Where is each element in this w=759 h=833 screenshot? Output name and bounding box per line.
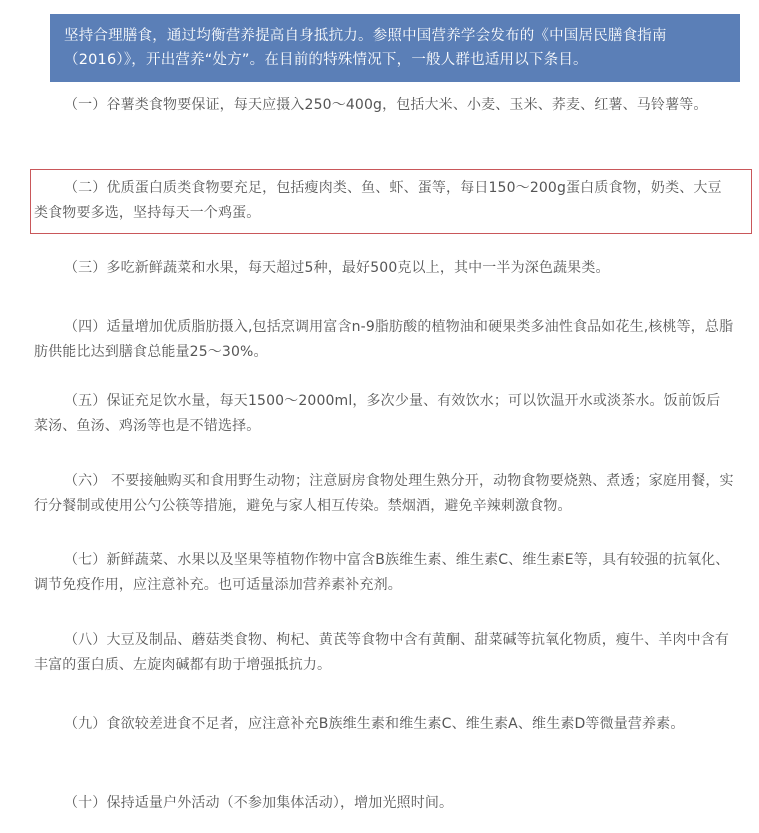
item-8 <box>34 628 734 678</box>
item-9 <box>34 712 734 737</box>
item-9-text: （九）食欲较差进食不足者，应注意补充B族维生素和维生素C、维生素A、维生素D等微量营养素。 <box>64 716 685 732</box>
item-1 <box>34 93 734 118</box>
item-6 <box>34 469 734 519</box>
item-4-text: （四）适量增加优质脂肪摄入,包括烹调用富含n-9脂肪酸的植物油和硬果类多油性食品如花生,核桃等，总脂肪供能比达到膳食总能量25～30%。 <box>34 319 734 360</box>
item-2 <box>34 176 734 226</box>
item-4 <box>34 315 734 365</box>
intro-banner <box>50 14 740 82</box>
item-1-text: （一）谷薯类食物要保证，每天应摄入250～400g，包括大米、小麦、玉米、荞麦、红薯、马铃薯等。 <box>64 97 708 113</box>
item-7 <box>34 548 734 598</box>
item-2-text: （二）优质蛋白质类食物要充足，包括瘦肉类、鱼、虾、蛋等，每日150～200g蛋白质食物，奶类、大豆类食物要多选，坚持每天一个鸡蛋。 <box>34 180 722 221</box>
item-8-text: （八）大豆及制品、蘑菇类食物、枸杞、黄芪等食物中含有黄酮、甜菜碱等抗氧化物质，瘦牛、羊肉中含有丰富的蛋白质、左旋肉碱都有助于增强抵抗力。 <box>34 632 730 673</box>
item-3 <box>34 256 734 281</box>
item-6-text: （六） 不要接触购买和食用野生动物；注意厨房食物处理生熟分开，动物食物要烧熟、煮透；家庭用餐，实行分餐制或使用公勺公筷等措施，避免与家人相互传染。禁烟酒，避免辛辣刺激食物。 <box>34 473 734 514</box>
item-7-text: （七）新鲜蔬菜、水果以及坚果等植物作物中富含B族维生素、维生素C、维生素E等，具有较强的抗氧化、调节免疫作用，应注意补充。也可适量添加营养素补充剂。 <box>34 552 730 593</box>
intro-text: 坚持合理膳食，通过均衡营养提高自身抵抗力。参照中国营养学会发布的《中国居民膳食指南（2016）》，开出营养“处方”。在目前的特殊情况下，一般人群也适用以下条目。 <box>64 28 667 68</box>
item-10-text: （十）保持适量户外活动（不参加集体活动），增加光照时间。 <box>64 795 454 811</box>
item-10 <box>34 791 734 816</box>
item-3-text: （三）多吃新鲜蔬菜和水果，每天超过5种，最好500克以上，其中一半为深色蔬果类。 <box>64 260 610 276</box>
item-5-text: （五）保证充足饮水量，每天1500～2000ml，多次少量、有效饮水；可以饮温开水或淡茶水。饭前饭后菜汤、鱼汤、鸡汤等也是不错选择。 <box>34 393 721 434</box>
item-5 <box>34 389 734 439</box>
